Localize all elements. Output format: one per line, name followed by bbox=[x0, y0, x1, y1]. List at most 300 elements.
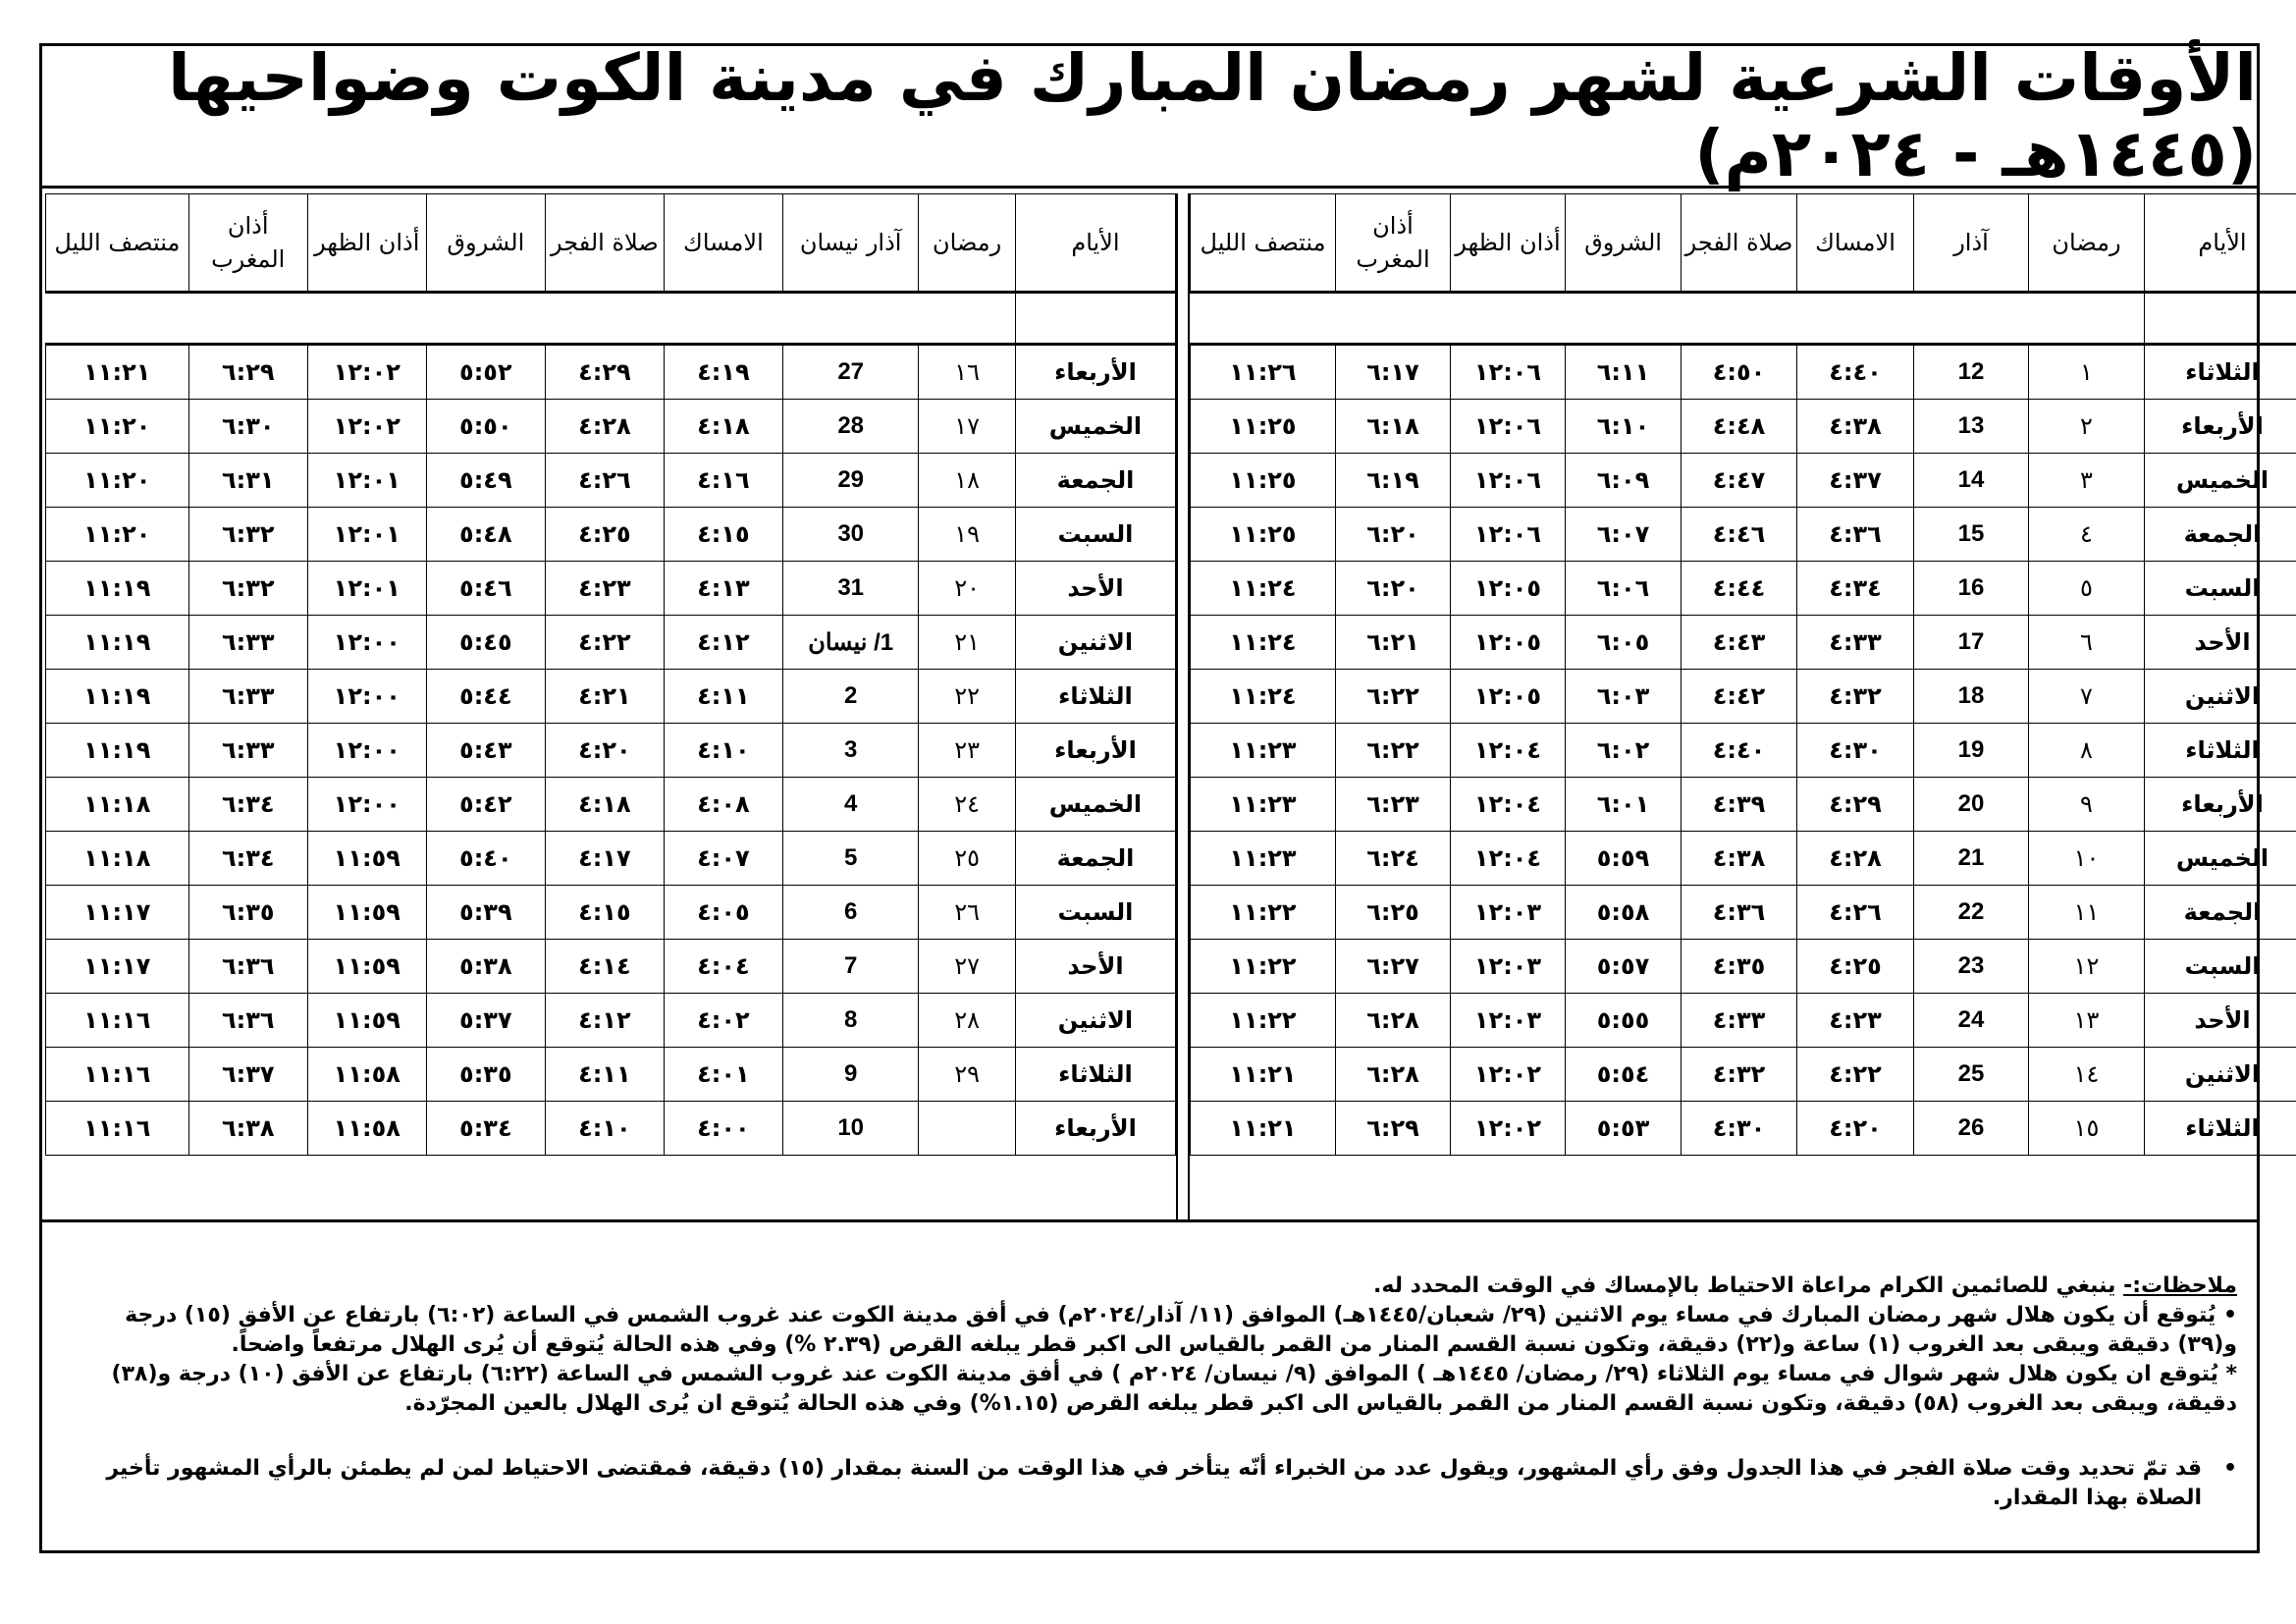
left-spacer-cell bbox=[426, 293, 545, 345]
right-cell-maghrib: ٦:١٩ bbox=[1336, 454, 1451, 508]
left-cell-midnight: ١١:٢٠ bbox=[46, 400, 189, 454]
left-table-row bbox=[46, 616, 1176, 670]
right-header-imsak: الامساك bbox=[1797, 194, 1914, 293]
right-table-row bbox=[1191, 994, 2296, 1048]
right-cell-dhuhr: ١٢:٠٢ bbox=[1451, 1102, 1566, 1156]
left-header-maghrib: أذان المغرب bbox=[188, 194, 307, 293]
right-cell-dhuhr: ١٢:٠٥ bbox=[1451, 670, 1566, 724]
left-cell-dhuhr: ١٢:٠٠ bbox=[307, 670, 426, 724]
right-cell-fajr: ٤:٤٦ bbox=[1682, 508, 1797, 562]
right-cell-day: السبت bbox=[2145, 562, 2296, 616]
right-cell-ramadan-day: ٥ bbox=[2029, 562, 2145, 616]
left-cell-gregorian-day: 3 bbox=[782, 724, 918, 778]
left-cell-gregorian-day: 28 bbox=[782, 400, 918, 454]
right-cell-gregorian-day: 23 bbox=[1914, 940, 2029, 994]
left-table-row bbox=[46, 508, 1176, 562]
right-cell-gregorian-day: 18 bbox=[1914, 670, 2029, 724]
left-cell-ramadan-day: ١٨ bbox=[919, 454, 1015, 508]
left-cell-sunrise: ٥:٤٥ bbox=[426, 616, 545, 670]
right-spacer-cell bbox=[1682, 293, 1797, 345]
right-table-row bbox=[1191, 1048, 2296, 1102]
right-spacer-cell bbox=[1451, 293, 1566, 345]
right-header-sunrise: الشروق bbox=[1566, 194, 1682, 293]
left-header-fajr: صلاة الفجر bbox=[545, 194, 664, 293]
right-cell-day: الجمعة bbox=[2145, 508, 2296, 562]
left-cell-imsak: ٤:٠٥ bbox=[664, 886, 782, 940]
right-cell-day: السبت bbox=[2145, 940, 2296, 994]
right-cell-sunrise: ٦:٠٢ bbox=[1566, 724, 1682, 778]
right-cell-dhuhr: ١٢:٠٦ bbox=[1451, 400, 1566, 454]
left-cell-midnight: ١١:١٨ bbox=[46, 832, 189, 886]
left-cell-sunrise: ٥:٣٥ bbox=[426, 1048, 545, 1102]
left-cell-maghrib: ٦:٣٢ bbox=[188, 508, 307, 562]
right-header-dhuhr: أذان الظهر bbox=[1451, 194, 1566, 293]
right-cell-maghrib: ٦:٢٤ bbox=[1336, 832, 1451, 886]
left-table-row bbox=[46, 1102, 1176, 1156]
left-cell-maghrib: ٦:٣٤ bbox=[188, 778, 307, 832]
left-table-row bbox=[46, 724, 1176, 778]
left-cell-midnight: ١١:٢٠ bbox=[46, 454, 189, 508]
left-cell-ramadan-day: ٢٦ bbox=[919, 886, 1015, 940]
left-cell-maghrib: ٦:٣٦ bbox=[188, 994, 307, 1048]
left-cell-midnight: ١١:١٩ bbox=[46, 724, 189, 778]
left-cell-maghrib: ٦:٣٤ bbox=[188, 832, 307, 886]
right-header-midnight: منتصف الليل bbox=[1191, 194, 1336, 293]
right-cell-imsak: ٤:٢٩ bbox=[1797, 778, 1914, 832]
right-cell-imsak: ٤:٤٠ bbox=[1797, 345, 1914, 400]
right-cell-sunrise: ٥:٥٩ bbox=[1566, 832, 1682, 886]
right-table-row bbox=[1191, 454, 2296, 508]
left-cell-imsak: ٤:١١ bbox=[664, 670, 782, 724]
right-table-row bbox=[1191, 345, 2296, 400]
right-cell-fajr: ٤:٣٩ bbox=[1682, 778, 1797, 832]
left-cell-ramadan-day: ٢٢ bbox=[919, 670, 1015, 724]
left-spacer-cell bbox=[782, 293, 918, 345]
right-cell-sunrise: ٥:٥٨ bbox=[1566, 886, 1682, 940]
right-cell-maghrib: ٦:٢٨ bbox=[1336, 1048, 1451, 1102]
right-cell-midnight: ١١:٢٥ bbox=[1191, 400, 1336, 454]
left-cell-gregorian-day: 30 bbox=[782, 508, 918, 562]
right-cell-imsak: ٤:٢٣ bbox=[1797, 994, 1914, 1048]
right-cell-ramadan-day: ١٢ bbox=[2029, 940, 2145, 994]
notes-intro bbox=[62, 1272, 2237, 1301]
notes-label: ملاحظات:- bbox=[2123, 1273, 2237, 1298]
left-header-imsak: الامساك bbox=[664, 194, 782, 293]
left-cell-sunrise: ٥:٤٣ bbox=[426, 724, 545, 778]
left-table-row bbox=[46, 562, 1176, 616]
left-cell-ramadan-day: ٢٤ bbox=[919, 778, 1015, 832]
right-spacer-cell bbox=[2029, 293, 2145, 345]
left-cell-ramadan-day: ٢٠ bbox=[919, 562, 1015, 616]
left-cell-maghrib: ٦:٣٠ bbox=[188, 400, 307, 454]
left-cell-day: الجمعة bbox=[1015, 454, 1175, 508]
left-cell-dhuhr: ١١:٥٨ bbox=[307, 1048, 426, 1102]
left-cell-day: الأربعاء bbox=[1015, 1102, 1175, 1156]
left-cell-day: الأحد bbox=[1015, 940, 1175, 994]
right-cell-maghrib: ٦:٢١ bbox=[1336, 616, 1451, 670]
right-cell-maghrib: ٦:١٧ bbox=[1336, 345, 1451, 400]
right-cell-dhuhr: ١٢:٠٥ bbox=[1451, 616, 1566, 670]
left-header-gregorian-day: آذار نيسان bbox=[782, 194, 918, 293]
right-table-row bbox=[1191, 886, 2296, 940]
right-cell-day: الأربعاء bbox=[2145, 400, 2296, 454]
left-cell-gregorian-day: 8 bbox=[782, 994, 918, 1048]
left-cell-gregorian-day: 4 bbox=[782, 778, 918, 832]
left-cell-imsak: ٤:١٦ bbox=[664, 454, 782, 508]
bullet-dot: • bbox=[2222, 1456, 2237, 1481]
left-table-row bbox=[46, 886, 1176, 940]
right-cell-sunrise: ٦:٠٥ bbox=[1566, 616, 1682, 670]
right-cell-imsak: ٤:٣٠ bbox=[1797, 724, 1914, 778]
left-cell-sunrise: ٥:٤٢ bbox=[426, 778, 545, 832]
left-cell-gregorian-day: 7 bbox=[782, 940, 918, 994]
right-cell-dhuhr: ١٢:٠٦ bbox=[1451, 508, 1566, 562]
left-cell-ramadan-day: ٢١ bbox=[919, 616, 1015, 670]
right-cell-gregorian-day: 15 bbox=[1914, 508, 2029, 562]
note-ramadan-crescent: • يُتوقع أن يكون هلال شهر رمضان المبارك في مساء يوم الاثنين (٢٩/ شعبان/١٤٤٥هـ) الموافق (١١/ آذار/٢٠٢٤م) في أفق مدينة الكوت عند غروب الشمس في الساعة (٦:٠٢) بارتفاع عن الأفق (١٥) درجة و(٣٩) دقيقة ويبقى بعد الغروب (١) ساعة و(٢٢) دقيقة، وتكون نسبة القسم المنار من القمر بالقياس الى اكبر قطر يبلغه القرص (٢.٣٩ %) وفي هذه الحالة يُتوقع أن يُرى الهلال مرتفعاً واضحاً. bbox=[125, 1303, 2237, 1357]
left-cell-imsak: ٤:١٩ bbox=[664, 345, 782, 400]
right-cell-ramadan-day: ١٠ bbox=[2029, 832, 2145, 886]
left-cell-dhuhr: ١١:٥٩ bbox=[307, 994, 426, 1048]
left-cell-gregorian-day: 9 bbox=[782, 1048, 918, 1102]
left-cell-dhuhr: ١٢:٠١ bbox=[307, 508, 426, 562]
left-table-row bbox=[46, 994, 1176, 1048]
note-fajr-text: قد تمّ تحديد وقت صلاة الفجر في هذا الجدول وفق رأي المشهور، ويقول عدد من الخبراء أنّه يتأخر في هذا الوقت من السنة بمقدار (١٥) دقيقة، فمقتضى الاحتياط لمن لم يطمئن بالرأي المشهور تأخير الصلاة بهذا المقدار. bbox=[106, 1456, 2202, 1510]
left-cell-fajr: ٤:٢٦ bbox=[545, 454, 664, 508]
left-cell-day: الثلاثاء bbox=[1015, 1048, 1175, 1102]
left-cell-fajr: ٤:١٧ bbox=[545, 832, 664, 886]
right-cell-day: الأحد bbox=[2145, 616, 2296, 670]
left-cell-imsak: ٤:١٠ bbox=[664, 724, 782, 778]
left-cell-ramadan-day: ٢٨ bbox=[919, 994, 1015, 1048]
right-cell-imsak: ٤:٢٨ bbox=[1797, 832, 1914, 886]
left-cell-dhuhr: ١١:٥٨ bbox=[307, 1102, 426, 1156]
right-cell-fajr: ٤:٣٦ bbox=[1682, 886, 1797, 940]
right-cell-imsak: ٤:٢٠ bbox=[1797, 1102, 1914, 1156]
left-cell-midnight: ١١:١٩ bbox=[46, 616, 189, 670]
left-cell-midnight: ١١:١٧ bbox=[46, 886, 189, 940]
right-cell-gregorian-day: 13 bbox=[1914, 400, 2029, 454]
right-cell-dhuhr: ١٢:٠٤ bbox=[1451, 724, 1566, 778]
right-cell-fajr: ٤:٤٠ bbox=[1682, 724, 1797, 778]
left-cell-maghrib: ٦:٣١ bbox=[188, 454, 307, 508]
right-cell-dhuhr: ١٢:٠٣ bbox=[1451, 994, 1566, 1048]
left-cell-fajr: ٤:٢٨ bbox=[545, 400, 664, 454]
left-cell-imsak: ٤:١٢ bbox=[664, 616, 782, 670]
left-table-row bbox=[46, 940, 1176, 994]
left-cell-fajr: ٤:٢٢ bbox=[545, 616, 664, 670]
right-cell-midnight: ١١:٢٢ bbox=[1191, 994, 1336, 1048]
left-cell-imsak: ٤:١٥ bbox=[664, 508, 782, 562]
page-title: الأوقات الشرعية لشهر رمضان المبارك في مدينة الكوت وضواحيها (١٤٤٥هـ - ٢٠٢٤م) bbox=[42, 46, 2257, 189]
right-cell-imsak: ٤:٣٧ bbox=[1797, 454, 1914, 508]
right-cell-imsak: ٤:٣٣ bbox=[1797, 616, 1914, 670]
right-cell-dhuhr: ١٢:٠٣ bbox=[1451, 886, 1566, 940]
right-cell-day: الاثنين bbox=[2145, 1048, 2296, 1102]
left-header-ramadan-day: رمضان bbox=[919, 194, 1015, 293]
left-cell-sunrise: ٥:٣٤ bbox=[426, 1102, 545, 1156]
left-cell-midnight: ١١:٢٠ bbox=[46, 508, 189, 562]
left-spacer-cell bbox=[46, 293, 189, 345]
right-cell-day: الجمعة bbox=[2145, 886, 2296, 940]
right-cell-ramadan-day: ١٣ bbox=[2029, 994, 2145, 1048]
right-table-row bbox=[1191, 724, 2296, 778]
left-cell-sunrise: ٥:٤٨ bbox=[426, 508, 545, 562]
right-cell-fajr: ٤:٣٨ bbox=[1682, 832, 1797, 886]
left-cell-imsak: ٤:٠٤ bbox=[664, 940, 782, 994]
left-cell-imsak: ٤:٠٢ bbox=[664, 994, 782, 1048]
right-cell-maghrib: ٦:٢٩ bbox=[1336, 1102, 1451, 1156]
right-cell-maghrib: ٦:٢٢ bbox=[1336, 724, 1451, 778]
right-header-gregorian-day: آذار bbox=[1914, 194, 2029, 293]
left-cell-ramadan-day: ٢٣ bbox=[919, 724, 1015, 778]
right-cell-dhuhr: ١٢:٠٤ bbox=[1451, 778, 1566, 832]
left-cell-midnight: ١١:١٩ bbox=[46, 670, 189, 724]
right-header-fajr: صلاة الفجر bbox=[1682, 194, 1797, 293]
left-cell-imsak: ٤:٠٨ bbox=[664, 778, 782, 832]
left-cell-fajr: ٤:٢٣ bbox=[545, 562, 664, 616]
left-cell-fajr: ٤:١٠ bbox=[545, 1102, 664, 1156]
right-cell-midnight: ١١:٢٣ bbox=[1191, 724, 1336, 778]
right-cell-gregorian-day: 19 bbox=[1914, 724, 2029, 778]
left-cell-day: الجمعة bbox=[1015, 832, 1175, 886]
left-cell-maghrib: ٦:٣٢ bbox=[188, 562, 307, 616]
left-spacer-cell bbox=[307, 293, 426, 345]
left-cell-day: السبت bbox=[1015, 508, 1175, 562]
right-cell-maghrib: ٦:٢٥ bbox=[1336, 886, 1451, 940]
left-cell-ramadan-day: ٢٧ bbox=[919, 940, 1015, 994]
left-header-midnight: منتصف الليل bbox=[46, 194, 189, 293]
right-cell-gregorian-day: 22 bbox=[1914, 886, 2029, 940]
left-table-row bbox=[46, 670, 1176, 724]
schedule-table-left bbox=[45, 193, 1176, 1156]
right-spacer-cell bbox=[1566, 293, 1682, 345]
left-cell-sunrise: ٥:٥٢ bbox=[426, 345, 545, 400]
right-cell-day: الأربعاء bbox=[2145, 778, 2296, 832]
left-cell-imsak: ٤:١٣ bbox=[664, 562, 782, 616]
left-cell-maghrib: ٦:٣٣ bbox=[188, 724, 307, 778]
right-cell-gregorian-day: 26 bbox=[1914, 1102, 2029, 1156]
right-table-row bbox=[1191, 400, 2296, 454]
left-cell-sunrise: ٥:٤٠ bbox=[426, 832, 545, 886]
left-spacer-cell bbox=[188, 293, 307, 345]
right-cell-ramadan-day: ٢ bbox=[2029, 400, 2145, 454]
left-cell-sunrise: ٥:٣٧ bbox=[426, 994, 545, 1048]
left-cell-day: الأحد bbox=[1015, 562, 1175, 616]
left-cell-fajr: ٤:١٢ bbox=[545, 994, 664, 1048]
right-table-row bbox=[1191, 508, 2296, 562]
right-spacer-cell bbox=[1914, 293, 2029, 345]
right-cell-gregorian-day: 12 bbox=[1914, 345, 2029, 400]
right-cell-fajr: ٤:٤٤ bbox=[1682, 562, 1797, 616]
right-cell-day: الثلاثاء bbox=[2145, 724, 2296, 778]
left-cell-midnight: ١١:١٩ bbox=[46, 562, 189, 616]
left-cell-fajr: ٤:١٤ bbox=[545, 940, 664, 994]
document-frame bbox=[39, 40, 2269, 1553]
left-cell-fajr: ٤:١١ bbox=[545, 1048, 664, 1102]
right-cell-imsak: ٤:٣٢ bbox=[1797, 670, 1914, 724]
right-cell-gregorian-day: 16 bbox=[1914, 562, 2029, 616]
right-cell-gregorian-day: 20 bbox=[1914, 778, 2029, 832]
right-cell-ramadan-day: ٣ bbox=[2029, 454, 2145, 508]
left-cell-fajr: ٤:٢٥ bbox=[545, 508, 664, 562]
right-cell-ramadan-day: ١٥ bbox=[2029, 1102, 2145, 1156]
right-cell-midnight: ١١:٢١ bbox=[1191, 1102, 1336, 1156]
left-cell-day: الاثنين bbox=[1015, 616, 1175, 670]
left-cell-gregorian-day: 29 bbox=[782, 454, 918, 508]
left-cell-fajr: ٤:٢٩ bbox=[545, 345, 664, 400]
right-cell-day: الخميس bbox=[2145, 454, 2296, 508]
left-cell-fajr: ٤:٢٠ bbox=[545, 724, 664, 778]
right-cell-gregorian-day: 25 bbox=[1914, 1048, 2029, 1102]
left-cell-sunrise: ٥:٤٦ bbox=[426, 562, 545, 616]
right-cell-imsak: ٤:٢٢ bbox=[1797, 1048, 1914, 1102]
left-cell-maghrib: ٦:٣٣ bbox=[188, 670, 307, 724]
left-cell-sunrise: ٥:٤٤ bbox=[426, 670, 545, 724]
right-cell-ramadan-day: ١٤ bbox=[2029, 1048, 2145, 1102]
left-cell-gregorian-day: 27 bbox=[782, 345, 918, 400]
right-cell-day: الاثنين bbox=[2145, 670, 2296, 724]
left-cell-ramadan-day: ١٩ bbox=[919, 508, 1015, 562]
right-cell-sunrise: ٥:٥٤ bbox=[1566, 1048, 1682, 1102]
right-cell-ramadan-day: ٩ bbox=[2029, 778, 2145, 832]
left-cell-fajr: ٤:١٨ bbox=[545, 778, 664, 832]
right-spacer-cell bbox=[1336, 293, 1451, 345]
right-cell-ramadan-day: ٨ bbox=[2029, 724, 2145, 778]
left-cell-sunrise: ٥:٣٩ bbox=[426, 886, 545, 940]
right-cell-maghrib: ٦:١٨ bbox=[1336, 400, 1451, 454]
right-cell-ramadan-day: ١١ bbox=[2029, 886, 2145, 940]
right-cell-sunrise: ٦:١٠ bbox=[1566, 400, 1682, 454]
left-cell-maghrib: ٦:٣٨ bbox=[188, 1102, 307, 1156]
right-cell-fajr: ٤:٤٢ bbox=[1682, 670, 1797, 724]
left-cell-maghrib: ٦:٣٣ bbox=[188, 616, 307, 670]
right-spacer-cell bbox=[1191, 293, 1336, 345]
left-cell-dhuhr: ١٢:٠٠ bbox=[307, 724, 426, 778]
left-table-row bbox=[46, 345, 1176, 400]
right-cell-sunrise: ٦:٠٣ bbox=[1566, 670, 1682, 724]
left-cell-ramadan-day bbox=[919, 1102, 1015, 1156]
right-cell-fajr: ٤:٣٠ bbox=[1682, 1102, 1797, 1156]
left-spacer-cell bbox=[919, 293, 1015, 345]
right-cell-maghrib: ٦:٢٢ bbox=[1336, 670, 1451, 724]
right-cell-dhuhr: ١٢:٠٤ bbox=[1451, 832, 1566, 886]
left-cell-maghrib: ٦:٣٦ bbox=[188, 940, 307, 994]
right-cell-midnight: ١١:٢٤ bbox=[1191, 670, 1336, 724]
right-cell-sunrise: ٦:٠٩ bbox=[1566, 454, 1682, 508]
right-cell-gregorian-day: 21 bbox=[1914, 832, 2029, 886]
right-cell-gregorian-day: 17 bbox=[1914, 616, 2029, 670]
left-cell-dhuhr: ١٢:٠٢ bbox=[307, 345, 426, 400]
right-cell-maghrib: ٦:٢٨ bbox=[1336, 994, 1451, 1048]
right-cell-imsak: ٤:٢٦ bbox=[1797, 886, 1914, 940]
left-cell-midnight: ١١:١٨ bbox=[46, 778, 189, 832]
right-cell-ramadan-day: ١ bbox=[2029, 345, 2145, 400]
left-cell-day: الثلاثاء bbox=[1015, 670, 1175, 724]
left-cell-day: الخميس bbox=[1015, 778, 1175, 832]
table-divider bbox=[1176, 193, 1190, 1219]
right-header-day: الأيام bbox=[2145, 194, 2296, 293]
right-header-ramadan-day: رمضان bbox=[2029, 194, 2145, 293]
left-cell-gregorian-day: 10 bbox=[782, 1102, 918, 1156]
right-cell-day: الثلاثاء bbox=[2145, 1102, 2296, 1156]
right-cell-sunrise: ٥:٥٧ bbox=[1566, 940, 1682, 994]
left-cell-ramadan-day: ١٦ bbox=[919, 345, 1015, 400]
left-cell-midnight: ١١:٢١ bbox=[46, 345, 189, 400]
left-cell-dhuhr: ١٢:٠١ bbox=[307, 454, 426, 508]
right-cell-fajr: ٤:٤٨ bbox=[1682, 400, 1797, 454]
left-cell-gregorian-day: 5 bbox=[782, 832, 918, 886]
left-cell-imsak: ٤:١٨ bbox=[664, 400, 782, 454]
left-cell-day: الأربعاء bbox=[1015, 724, 1175, 778]
left-cell-imsak: ٤:٠٠ bbox=[664, 1102, 782, 1156]
left-cell-imsak: ٤:٠١ bbox=[664, 1048, 782, 1102]
right-cell-midnight: ١١:٢٤ bbox=[1191, 616, 1336, 670]
left-cell-gregorian-day: 1/ نيسان bbox=[782, 616, 918, 670]
left-spacer-cell bbox=[664, 293, 782, 345]
right-cell-imsak: ٤:٢٥ bbox=[1797, 940, 1914, 994]
right-cell-sunrise: ٥:٥٣ bbox=[1566, 1102, 1682, 1156]
right-cell-dhuhr: ١٢:٠٥ bbox=[1451, 562, 1566, 616]
right-cell-gregorian-day: 14 bbox=[1914, 454, 2029, 508]
right-spacer-cell bbox=[1797, 293, 1914, 345]
right-cell-gregorian-day: 24 bbox=[1914, 994, 2029, 1048]
note-fajr-precaution bbox=[62, 1454, 2237, 1513]
right-cell-day: الثلاثاء bbox=[2145, 345, 2296, 400]
right-cell-midnight: ١١:٢١ bbox=[1191, 1048, 1336, 1102]
right-cell-fajr: ٤:٣٢ bbox=[1682, 1048, 1797, 1102]
left-cell-day: الاثنين bbox=[1015, 994, 1175, 1048]
left-cell-fajr: ٤:١٥ bbox=[545, 886, 664, 940]
left-cell-midnight: ١١:١٦ bbox=[46, 1048, 189, 1102]
left-cell-sunrise: ٥:٥٠ bbox=[426, 400, 545, 454]
right-cell-maghrib: ٦:٢٠ bbox=[1336, 562, 1451, 616]
right-cell-sunrise: ٦:١١ bbox=[1566, 345, 1682, 400]
right-cell-dhuhr: ١٢:٠٢ bbox=[1451, 1048, 1566, 1102]
left-cell-ramadan-day: ٢٥ bbox=[919, 832, 1015, 886]
right-cell-fajr: ٤:٤٧ bbox=[1682, 454, 1797, 508]
right-cell-maghrib: ٦:٢٠ bbox=[1336, 508, 1451, 562]
left-header-day: الأيام bbox=[1015, 194, 1175, 293]
right-cell-sunrise: ٥:٥٥ bbox=[1566, 994, 1682, 1048]
left-table-row bbox=[46, 1048, 1176, 1102]
right-cell-midnight: ١١:٢٣ bbox=[1191, 778, 1336, 832]
right-cell-fajr: ٤:٥٠ bbox=[1682, 345, 1797, 400]
right-cell-midnight: ١١:٢٣ bbox=[1191, 832, 1336, 886]
right-cell-day: الأحد bbox=[2145, 994, 2296, 1048]
right-table-row bbox=[1191, 562, 2296, 616]
right-cell-sunrise: ٦:٠٦ bbox=[1566, 562, 1682, 616]
right-cell-fajr: ٤:٣٥ bbox=[1682, 940, 1797, 994]
right-table-row bbox=[1191, 778, 2296, 832]
right-table-row bbox=[1191, 832, 2296, 886]
left-cell-gregorian-day: 2 bbox=[782, 670, 918, 724]
right-cell-fajr: ٤:٣٣ bbox=[1682, 994, 1797, 1048]
right-table-row bbox=[1191, 616, 2296, 670]
left-table-row bbox=[46, 832, 1176, 886]
right-cell-maghrib: ٦:٢٣ bbox=[1336, 778, 1451, 832]
notes-section bbox=[42, 1219, 2257, 1550]
left-cell-maghrib: ٦:٢٩ bbox=[188, 345, 307, 400]
right-cell-ramadan-day: ٦ bbox=[2029, 616, 2145, 670]
left-cell-dhuhr: ١١:٥٩ bbox=[307, 940, 426, 994]
right-cell-midnight: ١١:٢٢ bbox=[1191, 886, 1336, 940]
left-spacer-cell bbox=[545, 293, 664, 345]
right-cell-ramadan-day: ٤ bbox=[2029, 508, 2145, 562]
left-cell-maghrib: ٦:٣٥ bbox=[188, 886, 307, 940]
schedule-table-right bbox=[1190, 193, 2296, 1156]
left-cell-sunrise: ٥:٣٨ bbox=[426, 940, 545, 994]
